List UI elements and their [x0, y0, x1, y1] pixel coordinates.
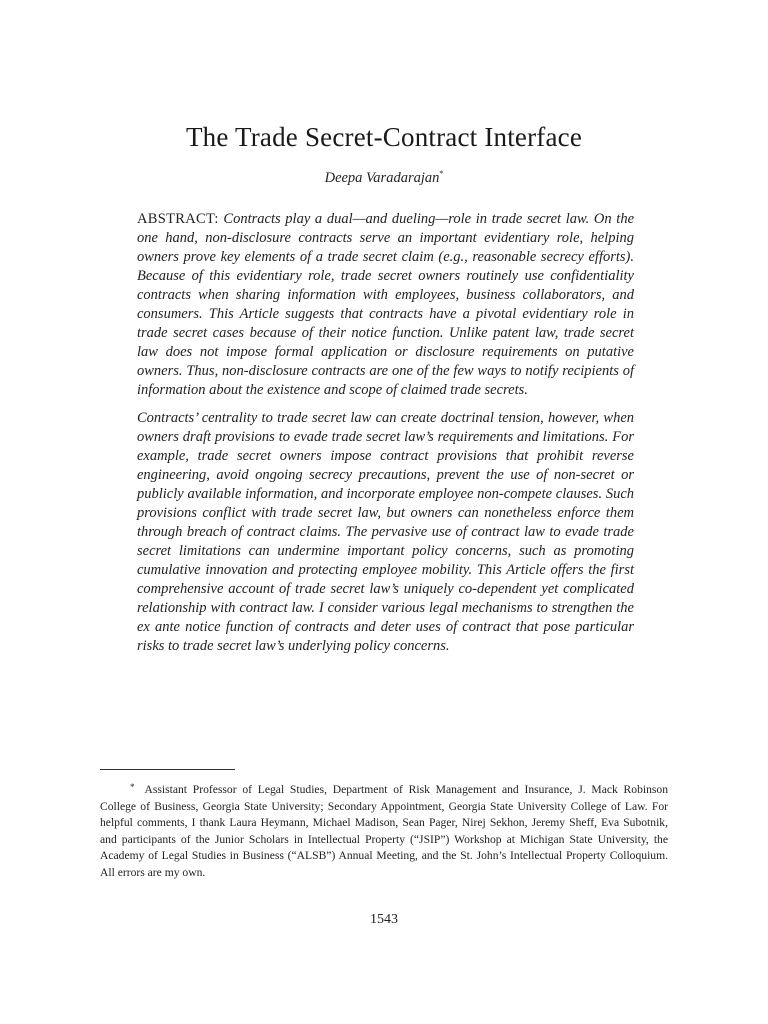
- footnote-text: Assistant Professor of Legal Studies, Department of Risk Management and Insurance, J. Mack Robinson College of Business, Georgia State University; Secondary Appointment, Georgia State University College of Law. For helpful comments, I thank Laura Heymann, Michael Madison, Sean Pager, Nirej Sekhon, Jeremy Sheff, Eva Subotnik, and participants of the Junior Scholars in Intellectual Property (“JSIP”) Workshop at Michigan State University, the Academy of Legal Studies in Business (“ALSB”) Annual Meeting, and the St. John’s Intellectual Property Colloquium. All errors are my own.: [100, 783, 668, 879]
- footnote: [100, 779, 668, 882]
- page-number: 1543: [370, 912, 398, 927]
- abstract-paragraph-1: [137, 210, 634, 400]
- footnote-divider: [100, 769, 235, 770]
- author-footnote-mark: *: [439, 169, 444, 178]
- abstract-paragraph-2: Contracts’ centrality to trade secret law can create doctrinal tension, however, when owners draft provisions to evade trade secret law’s requirements and limitations. For example, trade secret owners impose contract provisions that prohibit reverse engineering, avoid ongoing secrecy precautions, prevent the use of non-secret or publicly available information, and incorporate employee non-compete clauses. Such provisions conflict with trade secret law, but owners can nonetheless enforce them through breach of contract claims. The pervasive use of contract law to evade trade secret limitations can undermine important policy concerns, such as promoting cumulative innovation and protecting employee mobility. This Article offers the first comprehensive account of trade secret law’s uniquely co-dependent yet complicated relationship with contract law. I consider various legal mechanisms to strengthen the ex ante notice function of contracts and deter uses of contract that pose particular risks to trade secret law’s underlying policy concerns.: [137, 410, 634, 654]
- abstract-lead: ABSTRACT:: [137, 211, 219, 227]
- paper-title: The Trade Secret-Contract Interface: [185, 122, 583, 152]
- author-line: [0, 169, 768, 187]
- footnote-mark: *: [130, 782, 135, 792]
- abstract-paragraph-1-text: Contracts play a dual—and dueling—role in trade secret law. On the one hand, non-disclosure contracts serve an important evidentiary role, helping owners prove key elements of a trade secret claim (e.g., reasonable secrecy efforts). Because of this evidentiary role, trade secret owners routinely use confidentiality contracts when sharing information with employees, business collaborators, and consumers. This Article suggests that contracts have a pivotal evidentiary role in trade secret cases because of their notice function. Unlike patent law, trade secret law does not impose formal application or disclosure requirements on putative owners. Thus, non-disclosure contracts are one of the few ways to notify recipients of information about the existence and scope of claimed trade secrets.: [137, 211, 634, 398]
- author-name: Deepa Varadarajan: [324, 170, 440, 186]
- abstract: [137, 210, 634, 665]
